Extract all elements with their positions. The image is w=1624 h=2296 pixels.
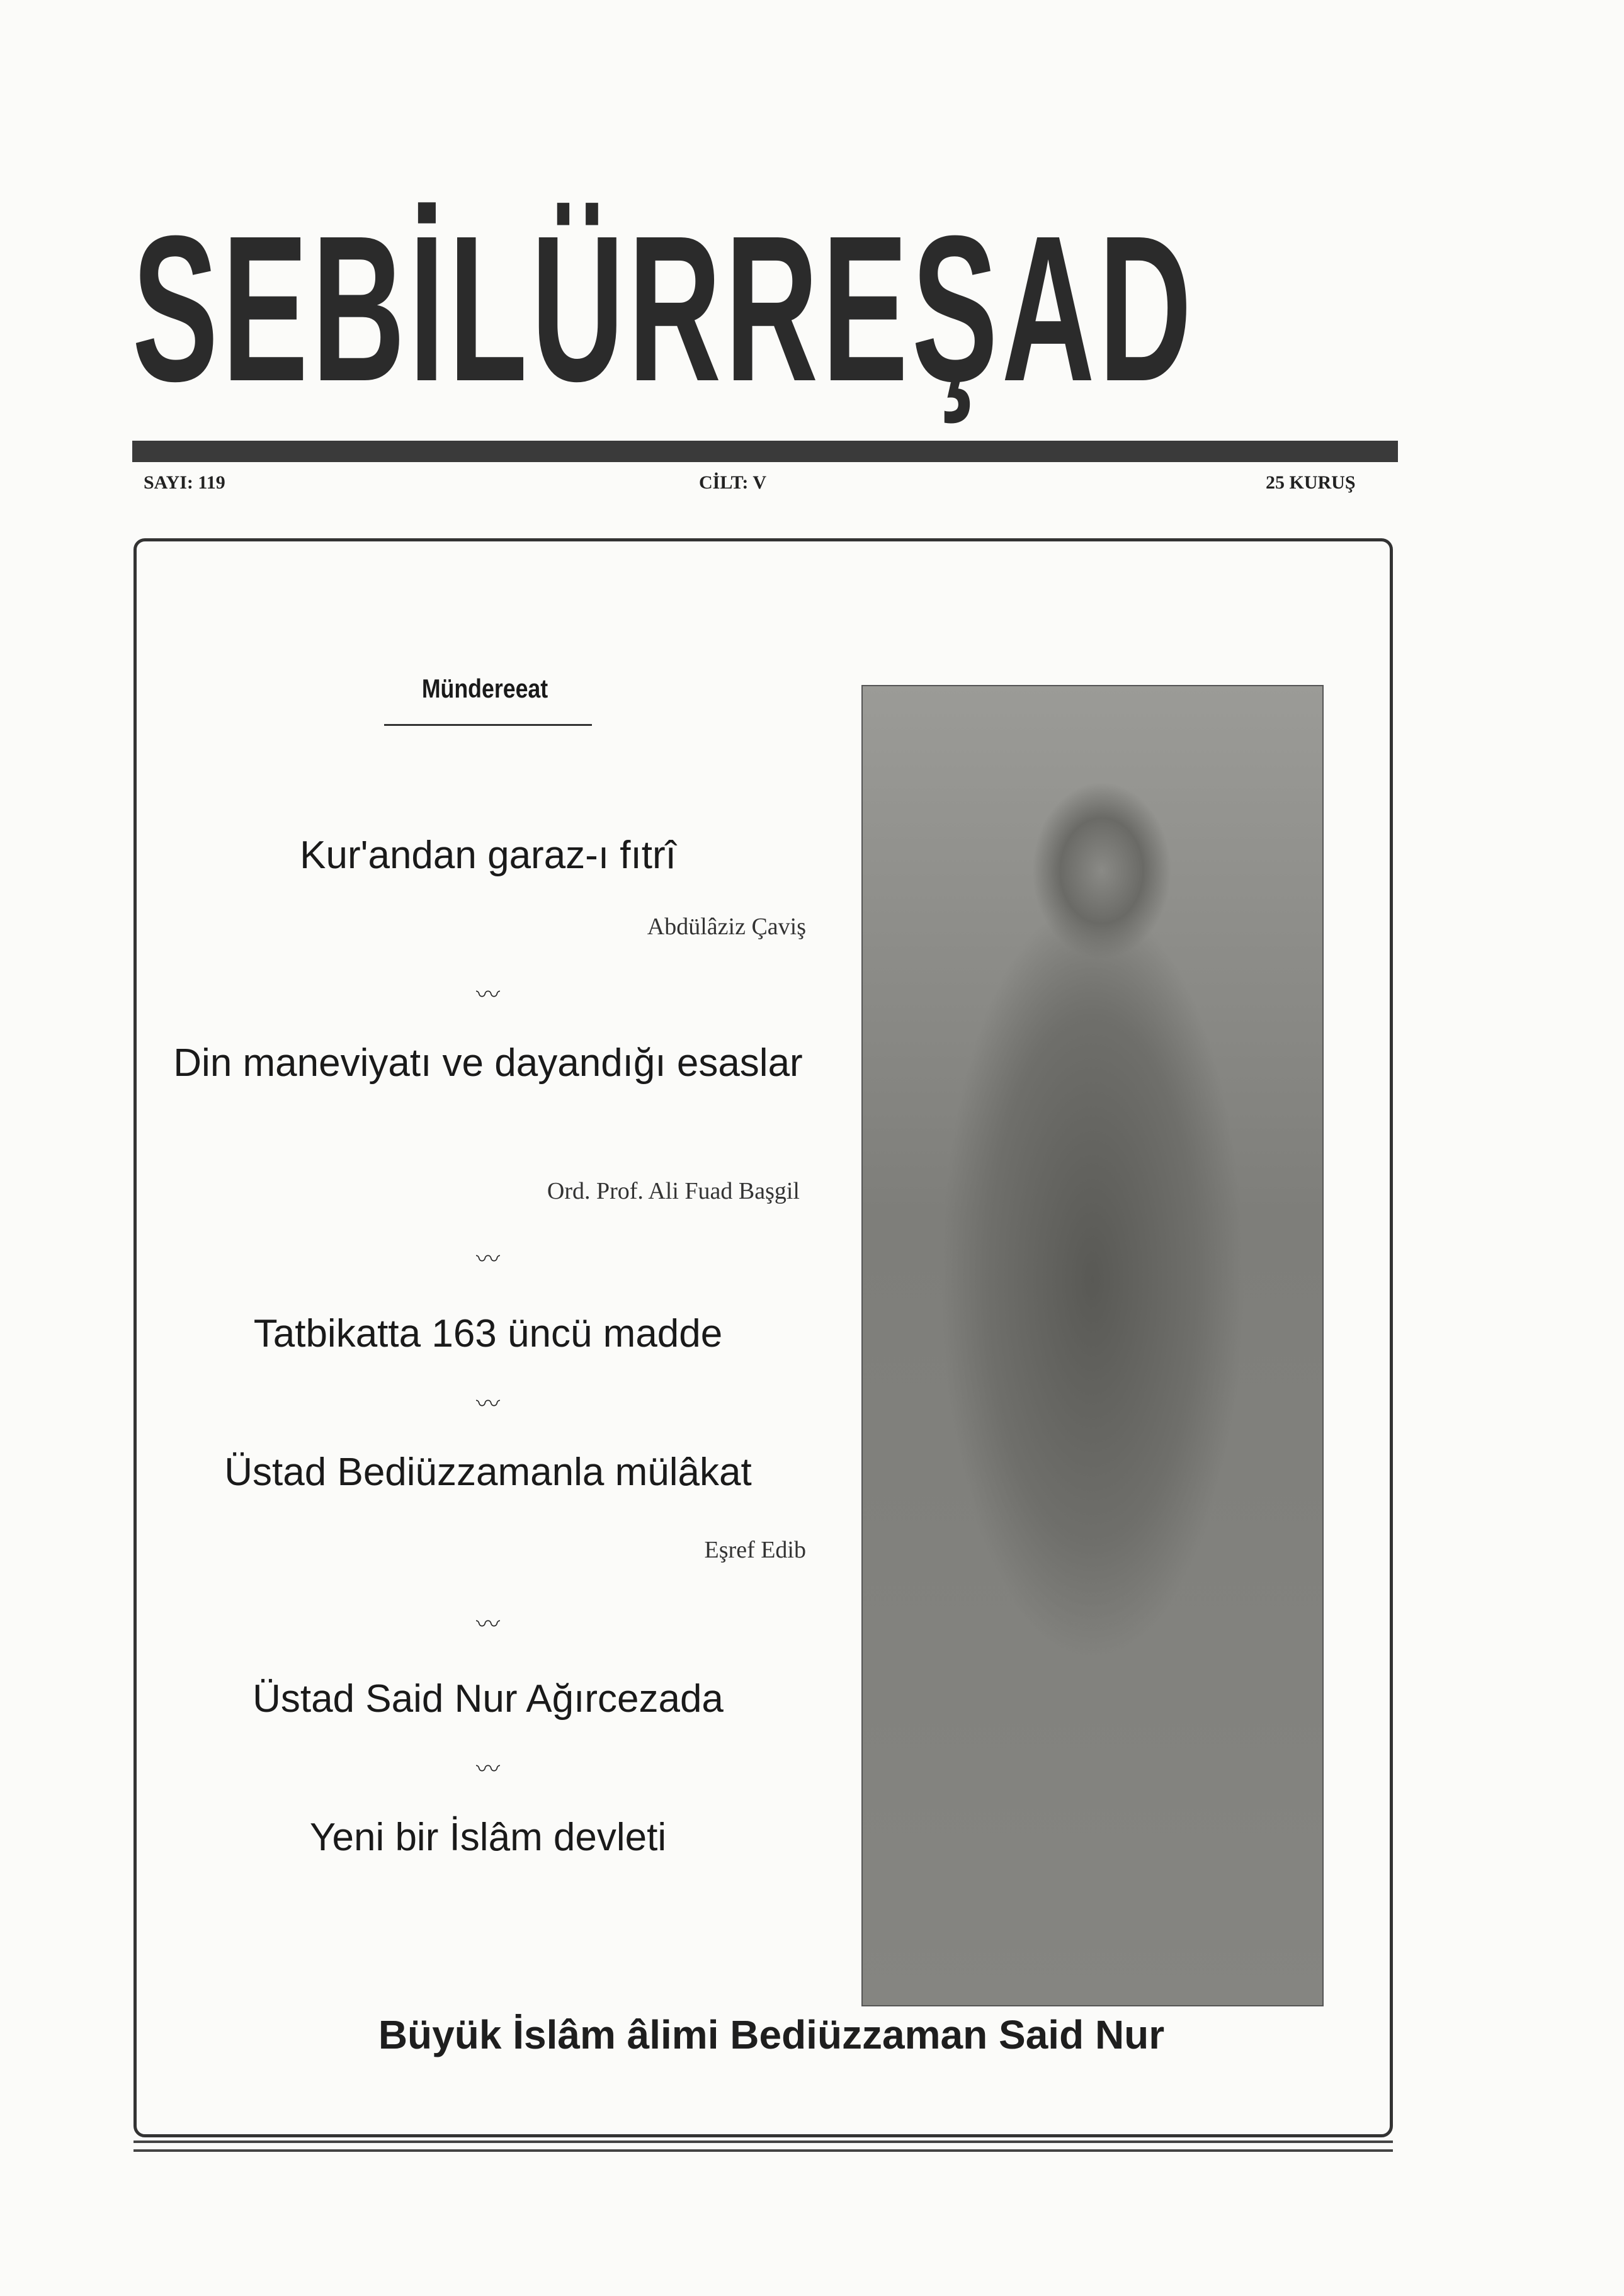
contents-item-title: Üstad Bediüzzamanla mülâkat: [224, 1451, 752, 1494]
frame-bottom-rule: [133, 2140, 1393, 2152]
portrait-photo: [861, 685, 1324, 2006]
issue-number: SAYI: 119: [144, 472, 225, 493]
separator-wave: 〰: [475, 981, 500, 1009]
masthead-rule: [132, 441, 1398, 462]
contents-item-title: Yeni bir İslâm devleti: [309, 1816, 667, 1859]
contents-heading: Mündereeat: [421, 674, 548, 703]
contents-item-author: Abdülâziz Çaviş: [647, 913, 806, 940]
masthead-title: SEBİLÜRREŞAD: [132, 192, 1196, 424]
separator-wave: 〰: [475, 1245, 500, 1273]
separator-wave: 〰: [475, 1610, 500, 1638]
contents-item-author: Ord. Prof. Ali Fuad Başgil: [547, 1178, 800, 1204]
volume-number: CİLT: V: [699, 472, 766, 493]
contents-item-title: Üstad Said Nur Ağırcezada: [253, 1677, 724, 1721]
contents-item-author: Eşref Edib: [704, 1537, 806, 1563]
photo-caption: Büyük İslâm âlimi Bediüzzaman Said Nur: [378, 2012, 1165, 2057]
price: 25 KURUŞ: [1266, 472, 1356, 493]
contents-underline: [384, 724, 592, 726]
contents-item-title: Kur'andan garaz-ı fıtrî: [300, 834, 676, 877]
separator-wave: 〰: [475, 1755, 500, 1783]
contents-item-title: Tatbikatta 163 üncü madde: [253, 1312, 723, 1355]
separator-wave: 〰: [475, 1390, 500, 1418]
contents-item-title: Din maneviyatı ve dayandığı esaslar: [173, 1041, 803, 1085]
